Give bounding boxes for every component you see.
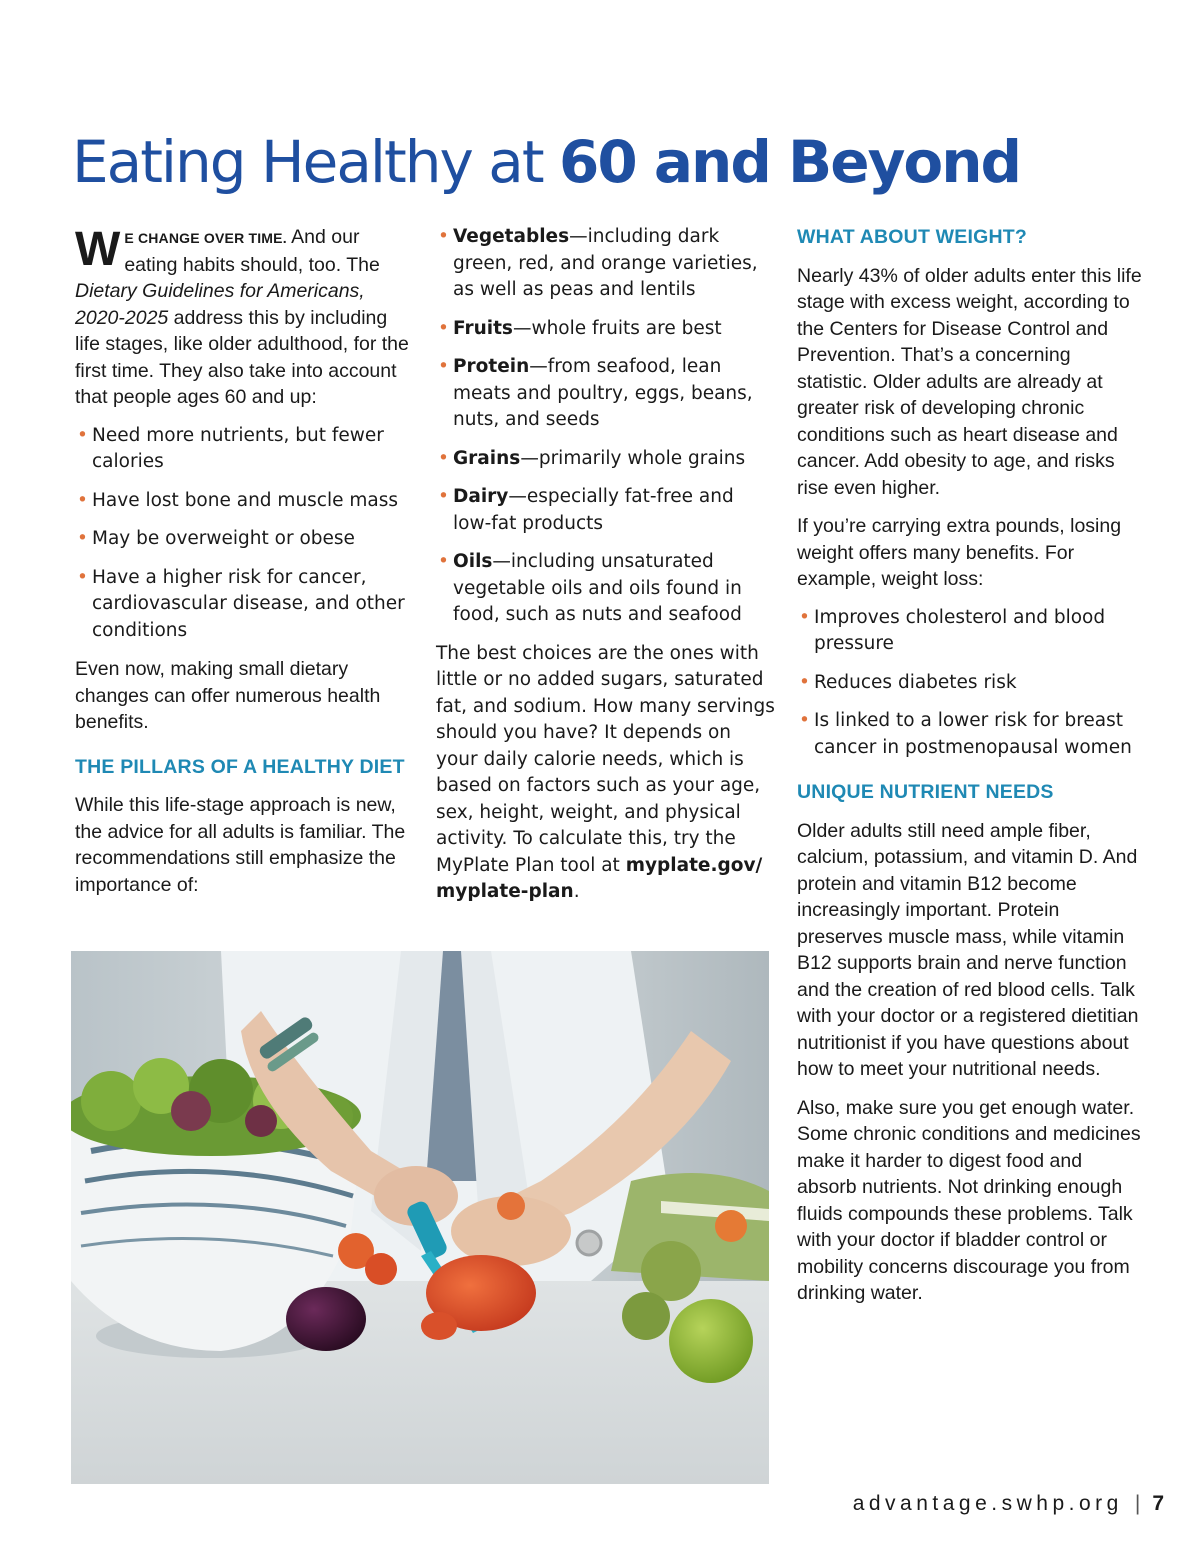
page-number: 7 <box>1152 1492 1164 1515</box>
list-item: • Dairy—especially fat-free and low-fat products <box>438 486 734 534</box>
weight-loss-list <box>797 605 1142 762</box>
bullet-icon: • <box>438 551 449 572</box>
list-item: • Fruits—whole fruits are best <box>436 316 776 343</box>
bullet-icon: • <box>799 671 810 693</box>
intro-lead: E CHANGE OVER TIME. <box>124 230 287 246</box>
pillars-heading: THE PILLARS OF A HEALTHY DIET <box>75 755 405 778</box>
footer-separator: | <box>1134 1492 1141 1515</box>
list-item: • Is linked to a lower risk for breast cancer in postmenopausal women <box>799 710 1132 758</box>
bullet-icon: • <box>77 424 88 446</box>
bullet-icon: • <box>438 226 449 247</box>
best-choices-paragraph: The best choices are the ones with little or no added sugars, saturated fat, and sodium. How many servings should you have? It depends on your daily calorie needs, which is based on factors such as your age, sex, height, weight, and physical activity. To calculate this, try the MyPlate Plan tool at myplate.gov/ myplate-plan. <box>436 642 775 902</box>
list-item: • May be overweight or obese <box>75 526 415 553</box>
list-item: • Protein—from seafood, lean meats and poultry, eggs, beans, nuts, and seeds <box>438 356 753 430</box>
footer-url[interactable]: advantage.swhp.org <box>852 1492 1123 1515</box>
bullet-icon: • <box>799 606 810 628</box>
list-item: • Need more nutrients, but fewer calories <box>77 424 384 472</box>
drop-cap: W <box>75 223 121 276</box>
weight-heading: WHAT ABOUT WEIGHT? <box>797 226 1027 248</box>
bullet-icon: • <box>438 356 449 377</box>
list-item: • Grains—primarily whole grains <box>436 446 776 473</box>
list-item: • Oils—including unsaturated vegetable oils and oils found in food, such as nuts and seafood <box>438 551 742 625</box>
nutrients-heading: UNIQUE NUTRIENT NEEDS <box>797 781 1054 803</box>
bullet-icon: • <box>77 489 88 511</box>
bullet-icon: • <box>438 486 449 507</box>
weight-paragraph-2: If you’re carrying extra pounds, losing weight offers many benefits. For example, weight loss: <box>797 515 1122 590</box>
bullet-icon: • <box>77 566 88 588</box>
column-1 <box>75 224 415 910</box>
even-now-paragraph: Even now, making small dietary changes can offer numerous health benefits. <box>75 658 381 733</box>
pillars-paragraph: While this life-stage approach is new, the advice for all adults is familiar. The recommendations still emphasize the importance of: <box>75 794 406 896</box>
bullet-icon: • <box>438 317 449 339</box>
nutrients-paragraph-2: Also, make sure you get enough water. Some chronic conditions and medicines make it harder to digest food and absorb nutrients. Not drinking enough fluids compounds these problems. Talk with your doctor if bladder control or mobility concerns discourage you from drinking water. <box>797 1096 1141 1304</box>
list-item: • Vegetables—including dark green, red, and orange varieties, as well as peas and lentils <box>438 226 758 300</box>
bullet-icon: • <box>799 710 810 731</box>
bullet-icon: • <box>438 447 449 469</box>
column-3 <box>797 224 1142 1319</box>
cooking-photo <box>71 951 769 1484</box>
page-title: Eating Healthy at 60 and Beyond <box>72 128 1021 196</box>
page-footer <box>853 1492 1164 1516</box>
weight-paragraph-1: Nearly 43% of older adults enter this life stage with excess weight, according to the Centers for Disease Control and Prevention. That’s a concerning statistic. Older adults are already at greater risk of developing chronic conditions such as heart disease and cancer. Add obesity to age, and risks rise even higher. <box>797 264 1142 499</box>
myplate-link[interactable]: myplate.gov/ myplate-plan <box>436 854 763 902</box>
list-item: • Reduces diabetes risk <box>797 670 1142 697</box>
list-item: • Have lost bone and muscle mass <box>75 488 415 515</box>
bullet-icon: • <box>77 528 88 549</box>
list-item: • Improves cholesterol and blood pressure <box>799 606 1106 654</box>
intro-paragraph: W E CHANGE OVER TIME. And our eating habits should, too. The Dietary Guidelines for Americans, 2020-2025 address this by including life stages, like older adulthood, for the first time. They also take into account that people ages 60 and up: <box>75 223 409 408</box>
list-item: • Have a higher risk for cancer, cardiovascular disease, and other conditions <box>77 566 405 641</box>
age-list <box>75 423 415 645</box>
food-group-list <box>436 224 776 629</box>
nutrients-paragraph-1: Older adults still need ample fiber, calcium, potassium, and vitamin D. And protein and vitamin B12 become increasingly important. Protein preserves muscle mass, while vitamin B12 supports brain and nerve function and the creation of red blood cells. Talk with your doctor or a registered dietitian nutritionist if you have questions about how to meet your nutritional needs. <box>797 819 1139 1080</box>
column-2 <box>436 224 776 918</box>
